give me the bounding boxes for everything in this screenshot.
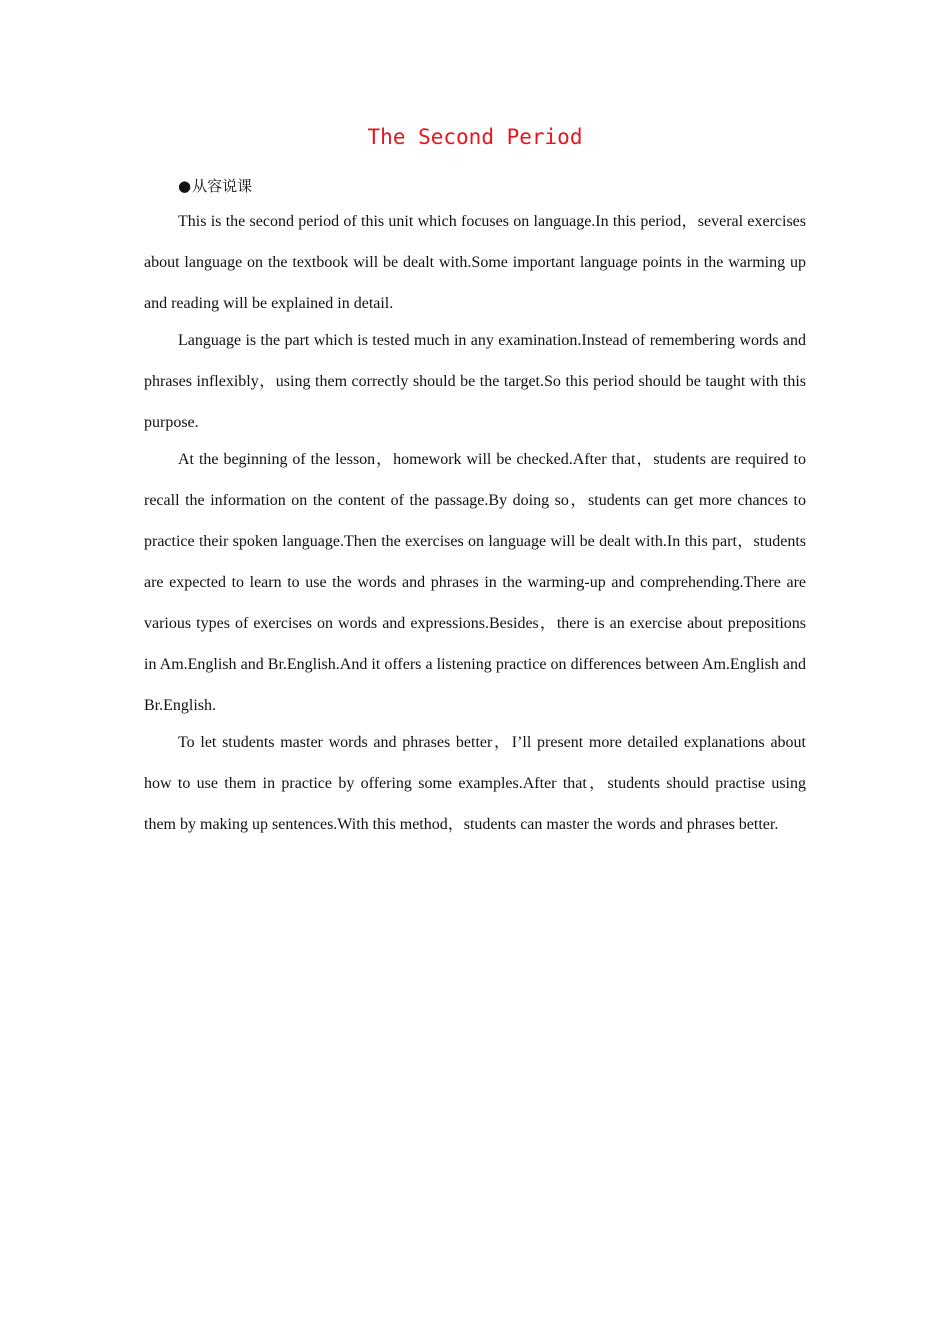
paragraph-2: Language is the part which is tested much in any examination.Instead of remembering words and phrases inflexibly，using them correctly should be the target.So this period should be taught with this purpose.: [144, 332, 806, 431]
section-heading-text: 从容说课: [192, 177, 253, 195]
paragraph-4: To let students master words and phrases better，I’ll present more detailed explanations about how to use them in practice by offering some examples.After that，students should practise using them by making up sentences.With this method，students can master the words and phrases better.: [144, 734, 806, 833]
section-heading: [178, 174, 252, 198]
paragraph-1: This is the second period of this unit which focuses on language.In this period，several exercises about language on the textbook will be dealt with.Some important language points in the warming up and reading will be explained in detail.: [144, 213, 806, 312]
bullet-icon: ●: [178, 177, 192, 195]
body-text: [144, 201, 806, 841]
paragraph-3: At the beginning of the lesson，homework will be checked.After that，students are required to recall the information on the content of the passage.By doing so，students can get more chances to practice their spoken language.Then the exercises on language will be dealt with.In this part，students are expected to learn to use the words and phrases in the warming-up and comprehending.There are various types of exercises on words and expressions.Besides，there is an exercise about prepositions in Am.English and Br.English.And it offers a listening practice on differences between Am.English and Br.English.: [144, 451, 807, 714]
page-title: The Second Period: [367, 125, 583, 149]
